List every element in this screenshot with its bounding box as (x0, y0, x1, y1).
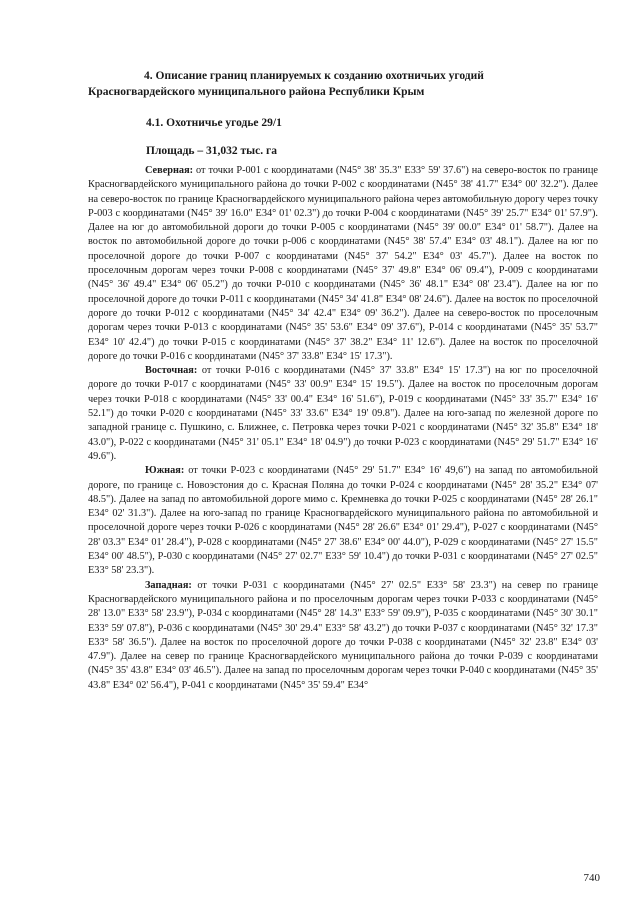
section-title-line1: 4. Описание границ планируемых к созданию охотничьих угодий (144, 70, 484, 82)
paragraph-west (88, 579, 598, 693)
paragraph-label: Западная: (145, 579, 192, 591)
paragraph-text: от точки Р-023 с координатами (N45° 29' 51.7" E34° 16' 49,6") на запад по автомобильной дороге, по границе с. Новоэстония до с. Красная Поляна до точки Р-024 с координатами (N45° 28' 35.2" E34° 07' 48.5"). Далее на запад по автомобильной дороге мимо с. Кремневка до точки Р-025 с координатами (N45° 28' 26.1" E34° 02' 31.3"). Далее на юго-запад по границе Красногвардейского муниципального района по автомобильной и проселочной дороге через точки Р-026 с координатами (N45° 28' 26.6" E34° 01' 29.4"), Р-027 с координатами (N45° 28' 03.3" E34° 01' 28.4"), Р-028 с координатами (N45° 27' 38.6" E34° 00' 44.0"), Р-029 с координатами (N45° 27' 15.5" E34° 00' 48.5"), Р-030 с координатами (N45° 27' 02.7" E33° 59' 10.4") до точки Р-031 с координатами (N45° 27' 02.5" E33° 58' 23.3"). (88, 465, 599, 577)
paragraph-label: Северная: (145, 165, 194, 176)
paragraph-text: от точки Р-016 с координатами (N45° 37' 33.8" E34° 15' 17.3") на юг по проселочной дороге до точки Р-017 с координатами (N45° 33' 00.9" E34° 15' 19.5"). Далее на восток по проселочным дорогам через точки Р-018 с координатами (N45° 33' 00.4" E34° 16' 51.6"), Р-019 с координатами (N45° 33' 35.7" E34° 16' 52.1") до точки Р-020 с координатами (N45° 33' 33.6" E34° 19' 09.8"). Далее на юго-запад по железной дороге по западной границе с. Пушкино, с. Ближнее, с. Петровка через точки Р-021 с координатами (N45° 32' 35.8" E34° 18' 43.0"), Р-022 с координатами (N45° 31' 05.1" E34° 18' 04.9") до точки Р-023 с координатами (N45° 29' 51.7" E34° 16' 49.6"). (88, 365, 598, 462)
paragraph-east (88, 364, 598, 464)
section-heading (88, 68, 588, 100)
paragraph-north (88, 164, 598, 364)
subsection-title: 4.1. Охотничье угодье 29/1 (146, 117, 282, 129)
boundary-description (88, 164, 598, 693)
paragraph-label: Восточная: (145, 365, 198, 377)
paragraph-label: Южная: (145, 465, 185, 477)
paragraph-text: от точки Р-001 с координатами (N45° 38' 35.3" E33° 59' 37.6") на северо-восток по границе Красногвардейского муниципального района до точки Р-002 с координатами (N45° 38' 41.7" E34° 00' 32.2"). Далее на северо-восток по границе Красногвардейского муниципального района через автомобильную дорогу через точку Р-003 с координатами (N45° 39' 16.0" E34° 01' 02.3") до точки Р-004 с координатами (N45° 39' 25.7" E34° 01' 57.9"). Далее на юг до автомобильной дороги до точки Р-005 с координатами (N45° 39' 00.0" E34° 01' 58.7"). Далее на восток по автомобильной дороге до точки р-006 с координатами (N45° 38' 57.4" E34° 03' 48.1"). Далее на юг по проселочной дороге до точки Р-007 с координатами (N45° 37' 54.2" E34° 03' 45.7"). Далее на восток по проселочным дорогам через точки Р-008 с координатами (N45° 37' 49.8" E34° 06' 09.4"), Р-009 с координатами (N45° 36' 49.4" E34° 06' 05.2") до точки Р-010 с координатами (N45° 36' 48.1" E34° 08' 23.4"). Далее на юг по проселочной дороге до точки Р-011 с координатами (N45° 34' 41.8" E34° 08' 24.6"). Далее на восток по проселочной дороге до точки Р-012 с координатами (N45° 34' 42.4" E34° 09' 36.2"). Далее на северо-восток по проселочным дорогам через точки Р-013 с координатами (N45° 35' 53.6" E34° 09' 37.6"), Р-014 с координатами (N45° 35' 53.7" E34° 10' 42.4") до точки Р-015 с координатами (N45° 37' 38.2" E34° 11' 12.6"). Далее на восток по проселочной дороге до точки Р-016 с координатами (N45° 37' 33.8" E34° 15' 17.3"). (88, 165, 599, 362)
area-label: Площадь – 31,032 тыс. га (146, 145, 277, 157)
paragraph-text: от точки Р-031 с координатами (N45° 27' 02.5" E33° 58' 23.3") на север по границе Красногвардейского муниципального района и по проселочным дорогам через точки Р-033 с координатами (N45° 28' 13.0" E33° 58' 23.9"), Р-034 с координатами (N45° 28' 14.3" E33° 59' 09.9"), Р-035 с координатами (N45° 30' 30.1" E33° 59' 07.8"), Р-036 с координатами (N45° 30' 29.4" E33° 58' 43.2") до точки Р-037 с координатами (N45° 32' 17.3" E33° 58' 36.5"). Далее на восток по проселочной дороге до точки Р-038 с координатами (N45° 32' 23.8" E34° 03' 47.9"). Далее на север по границе Красногвардейского муниципального района до точки Р-039 с координатами (N45° 35' 43.8" E34° 03' 46.5"). Далее на запад по проселочным дорогам через точки Р-040 с координатами (N45° 35' 43.8" E34° 02' 56.4"), Р-041 с координатами (N45° 35' 59.4" E34° (88, 579, 599, 691)
page-number: 740 (583, 872, 600, 884)
paragraph-south (88, 464, 598, 578)
section-title-line2: Красногвардейского муниципального района Республики Крым (88, 86, 425, 98)
